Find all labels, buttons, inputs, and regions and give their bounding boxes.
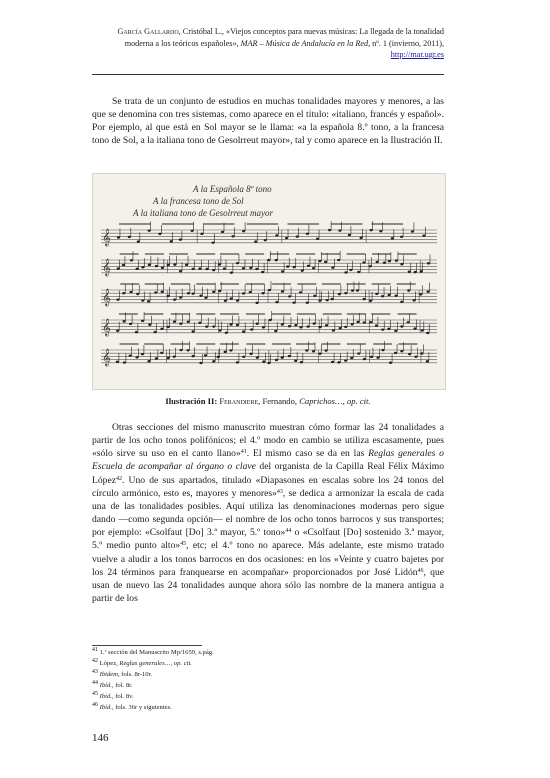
note-head — [129, 323, 132, 325]
note-head — [199, 295, 202, 297]
note-head — [376, 356, 379, 358]
note-head — [275, 234, 278, 236]
note-head — [369, 321, 372, 323]
note-head — [147, 300, 150, 302]
note-head — [191, 230, 194, 232]
note-head — [179, 238, 182, 240]
note-head — [318, 260, 321, 262]
note-head — [369, 300, 372, 302]
note-head — [318, 326, 321, 328]
note-head — [400, 263, 403, 265]
note-head — [191, 268, 194, 270]
note-head — [426, 360, 429, 362]
note-head — [224, 300, 227, 302]
footnote-ref-46[interactable]: 46 — [417, 567, 424, 574]
note-head — [306, 233, 309, 235]
note-head — [414, 356, 417, 358]
note-head — [141, 353, 144, 355]
note-head — [300, 361, 303, 363]
note-head — [221, 231, 224, 233]
note-head — [249, 267, 252, 269]
note-head — [331, 361, 334, 363]
note-head — [413, 327, 416, 329]
note-head — [136, 293, 139, 295]
note-head — [205, 325, 208, 327]
note-head — [116, 330, 119, 332]
note-head — [154, 291, 157, 293]
note-head — [123, 361, 126, 363]
note-head — [179, 323, 182, 325]
note-head — [338, 293, 341, 295]
score-title-3: A la italiana tono de Gesolrreut mayor — [133, 208, 273, 218]
note-head — [281, 323, 284, 325]
note-head — [420, 352, 423, 354]
note-head — [394, 330, 397, 332]
note-head — [408, 353, 411, 355]
note-head — [191, 330, 194, 332]
header-rule — [92, 74, 444, 75]
note-head — [296, 235, 299, 237]
note-head — [141, 299, 144, 301]
note-head — [249, 353, 252, 355]
note-head — [394, 352, 397, 354]
note-head — [135, 331, 138, 333]
note-head — [267, 362, 270, 364]
note-head — [344, 292, 347, 294]
note-head — [411, 230, 414, 232]
note-head — [179, 270, 182, 272]
note-head — [229, 323, 232, 325]
note-head — [167, 326, 170, 328]
note-head — [153, 331, 156, 333]
note-head — [256, 356, 259, 358]
note-head — [294, 324, 297, 326]
note-head — [167, 357, 170, 359]
footnote-ref-45[interactable]: 45 — [180, 541, 187, 548]
note-head — [356, 289, 359, 291]
note-head — [375, 293, 378, 295]
note-head — [357, 352, 360, 354]
note-head — [351, 323, 354, 325]
note-head — [117, 236, 120, 238]
note-head — [426, 332, 429, 334]
note-head — [293, 266, 296, 268]
note-head — [236, 324, 239, 326]
note-head — [375, 325, 378, 327]
note-head — [407, 321, 410, 323]
note-head — [351, 289, 354, 291]
note-head — [369, 265, 372, 267]
note-head — [362, 261, 365, 263]
note-head — [383, 262, 386, 264]
caption-author: Ferandiere — [219, 396, 259, 406]
note-head — [249, 291, 252, 293]
note-head — [400, 236, 403, 238]
paragraph-intro-text: Se trata de un conjunto de estudios en muchas tonalidades mayores y menores, a las que se denomina con tres sistemas, como aparece en el título: «italiano, francés y español». Por ejemplo, al que está en Sol mayor se le llama: «a la española 8.º tono, a la francesa tono de Sol, a la italiana tono de Gesolrreut mayor», tal y como aparece en la Ilustración II. — [92, 96, 444, 147]
note-head — [318, 352, 321, 354]
note-head — [275, 359, 278, 361]
header-url-link[interactable]: http://mar.ugr.es — [390, 50, 444, 59]
header-author: García Gallardo — [117, 27, 179, 36]
note-head — [325, 324, 328, 326]
note-head — [170, 240, 173, 242]
note-head — [261, 292, 264, 294]
header-issue: , nº. 1 (invierno, 2011), — [368, 38, 444, 48]
note-head — [286, 265, 289, 267]
note-head — [130, 259, 133, 261]
note-head — [122, 292, 125, 294]
page-number: 146 — [92, 732, 109, 744]
footnote-ref-42[interactable]: 42 — [115, 475, 122, 482]
note-head — [223, 267, 226, 269]
note-head — [173, 320, 176, 322]
note-head — [407, 289, 410, 291]
note-head — [306, 325, 309, 327]
note-head — [236, 299, 239, 301]
score-title-1: A la Española 8º tono — [193, 184, 272, 194]
note-head — [218, 329, 221, 331]
paragraph-main: Otras secciones del mismo manuscrito muestran cómo formar las 24 tonalidades a partir de los ocho tonos polifónicos; el 4.º modo en cambio se utiliza escasamente, pues «sólo sirve su uso en el canto llano»$^{41}$. El mismo caso se da en las Reglas generales o Escuela de acompañar al órgano o clave del organista de la Capilla Real Félix Máximo López$^{42}$. Uno de sus apartados, titulado «Diapasones en escalas sobre los 24 tonos del círculo armónico, esto es, mayores y menores»$^{43}$, se dedica a armonizar la escala de cada una de las tonalidades posibles. Aquí utiliza las denominaciones modernas pero sigue dando —como segunda opción— el nombre de los ocho tonos barrocos y sus transportes; por ejemplo: «Csolfaut [Do] 3.ª mayor, 5.º tono»$^{44}$ o «Csolfaut [Do] sostenido 3.ª mayor, 5.º medio punto alto»$^{45}$, etc; el 4.º tono no aparece. Más adelante, este mismo tratado vuelve a aludir a los tonos barrocos en dos ocasiones: en los «Veinte y cuatro bajetes por los 24 términos para franquearse en acompañar» proporcionados por José Lidón$^{46}$, que usan de nuevo las 24 tonalidades aunque ahora sólo las nombre de la manera antigua a partir de los — [92, 422, 445, 605]
note-head — [264, 239, 267, 241]
footnote-43: $^{43}$ Ibidem, fols. 8r-10r. — [92, 669, 153, 678]
treble-clef-icon: 𝄞 — [102, 258, 111, 276]
note-head — [388, 260, 391, 262]
footnote-45: $^{45}$ Ibíd., fol. 8v. — [92, 691, 134, 700]
footnote-46: $^{46}$ Ibíd., fols. 36r y siguientes. — [92, 702, 172, 711]
note-head — [292, 301, 295, 303]
note-head — [349, 269, 352, 271]
note-head — [268, 289, 271, 291]
score-image — [93, 174, 445, 389]
note-head — [254, 240, 257, 242]
note-head — [155, 357, 158, 359]
note-head — [326, 299, 329, 301]
note-head — [199, 362, 202, 364]
note-head — [179, 296, 182, 298]
note-head — [262, 360, 265, 362]
note-head — [242, 330, 245, 332]
caption-title: Caprichos…, op. cit. — [299, 396, 371, 406]
note-head — [269, 319, 272, 321]
note-head — [225, 332, 228, 334]
note-head — [288, 355, 291, 357]
note-head — [414, 271, 417, 273]
note-head — [413, 299, 416, 301]
paragraph-intro — [92, 95, 444, 148]
note-head — [212, 269, 215, 271]
note-head — [192, 355, 195, 357]
note-head — [285, 237, 288, 239]
note-head — [381, 295, 384, 297]
note-head — [275, 259, 278, 261]
note-head — [167, 295, 170, 297]
note-head — [400, 301, 403, 303]
note-head — [301, 269, 304, 271]
note-head — [332, 329, 335, 331]
note-head — [381, 349, 384, 351]
note-head — [305, 349, 308, 351]
note-head — [229, 349, 232, 351]
note-head — [379, 230, 382, 232]
note-head — [191, 292, 194, 294]
note-head — [242, 292, 245, 294]
note-head — [363, 321, 366, 323]
note-head — [306, 301, 309, 303]
note-head — [388, 294, 391, 296]
note-head — [313, 295, 316, 297]
note-head — [117, 267, 120, 269]
note-head — [338, 229, 341, 231]
note-head — [362, 298, 365, 300]
footnote-44: $^{44}$ Ibíd., fol. 8r. — [92, 680, 133, 689]
note-head — [267, 259, 270, 261]
note-head — [316, 238, 319, 240]
note-head — [160, 352, 163, 354]
note-head — [212, 360, 215, 362]
note-head — [173, 355, 176, 357]
note-head — [136, 268, 139, 270]
note-head — [408, 270, 411, 272]
note-head — [173, 263, 176, 265]
note-head — [129, 354, 132, 356]
footnote-ref-43[interactable]: 43 — [276, 488, 283, 495]
footnote-ref-44[interactable]: 44 — [285, 528, 292, 535]
note-head — [204, 354, 207, 356]
note-head — [370, 229, 373, 231]
note-head — [395, 295, 398, 297]
note-head — [348, 234, 351, 236]
footnote-ref-41[interactable]: 41 — [240, 449, 247, 456]
note-head — [255, 268, 258, 270]
note-head — [350, 357, 353, 359]
note-head — [337, 361, 340, 363]
note-head — [312, 350, 315, 352]
note-head — [218, 290, 221, 292]
note-head — [275, 301, 278, 303]
note-head — [158, 233, 161, 235]
note-head — [141, 320, 144, 322]
note-head — [242, 356, 245, 358]
note-head — [218, 263, 221, 265]
note-head — [357, 271, 360, 273]
note-head — [376, 261, 379, 263]
note-head — [212, 291, 215, 293]
note-head — [281, 290, 284, 292]
note-head — [337, 259, 340, 261]
note-head — [148, 229, 151, 231]
note-head — [217, 356, 220, 358]
note-head — [116, 361, 119, 363]
note-head — [185, 264, 188, 266]
note-head — [200, 233, 203, 235]
treble-clef-icon: 𝄞 — [102, 288, 111, 306]
note-head — [363, 358, 366, 360]
note-head — [122, 264, 125, 266]
note-head — [198, 267, 201, 269]
note-head — [356, 321, 359, 323]
header-journal: MAR – Música de Andalucía en la Red — [240, 38, 369, 48]
note-head — [344, 271, 347, 273]
note-head — [155, 265, 158, 267]
note-head — [242, 267, 245, 269]
footnote-42: $^{42}$ López, Reglas generales…, op. cit. — [92, 658, 192, 667]
note-head — [187, 292, 190, 294]
note-head — [391, 237, 394, 239]
note-head — [313, 322, 316, 324]
note-head — [212, 325, 215, 327]
note-head — [294, 360, 297, 362]
caption-label: Ilustración II: — [165, 396, 218, 406]
note-head — [420, 270, 423, 272]
running-header — [92, 26, 444, 61]
note-head — [427, 262, 430, 264]
note-head — [242, 230, 245, 232]
note-head — [262, 326, 265, 328]
music-score-illustration — [92, 173, 446, 390]
note-head — [231, 235, 234, 237]
note-head — [299, 291, 302, 293]
note-head — [256, 323, 259, 325]
treble-clef-icon: 𝄞 — [102, 228, 111, 246]
note-head — [339, 327, 342, 329]
note-head — [281, 356, 284, 358]
score-title-2: A la francesa tono de Sol — [153, 196, 244, 206]
note-head — [344, 359, 347, 361]
note-head — [224, 351, 227, 353]
header-article: , Cristóbal L., «Viejos conceptos para nuevas músicas: La llegada de la tonalidad moderna a los teóricos españoles», — [124, 27, 444, 48]
note-head — [128, 236, 131, 238]
note-head — [389, 362, 392, 364]
treble-clef-icon: 𝄞 — [102, 348, 111, 366]
note-head — [116, 298, 119, 300]
note-head — [205, 268, 208, 270]
note-head — [148, 264, 151, 266]
note-head — [211, 241, 214, 243]
note-head — [236, 262, 239, 264]
note-head — [331, 266, 334, 268]
note-head — [307, 265, 310, 267]
note-head — [288, 295, 291, 297]
note-head — [324, 349, 327, 351]
note-head — [281, 270, 284, 272]
note-head — [135, 356, 138, 358]
note-head — [148, 324, 151, 326]
figure-caption — [92, 396, 444, 407]
note-head — [230, 297, 233, 299]
note-head — [179, 349, 182, 351]
note-head — [186, 349, 189, 351]
note-head — [299, 326, 302, 328]
note-head — [230, 271, 233, 273]
note-head — [324, 261, 327, 263]
note-head — [360, 237, 363, 239]
note-head — [161, 267, 164, 269]
caption-rest: , Fernando, — [258, 396, 300, 406]
note-head — [400, 350, 403, 352]
note-head — [288, 325, 291, 327]
note-head — [255, 302, 258, 304]
note-head — [137, 240, 140, 242]
note-head — [122, 320, 125, 322]
note-head — [161, 291, 164, 293]
note-head — [261, 271, 264, 273]
note-head — [173, 298, 176, 300]
note-head — [331, 298, 334, 300]
footnote-41: $^{41}$ 1.ª sección del Manuscrito Mp/1659, s.pág. — [92, 647, 214, 656]
note-head — [387, 328, 390, 330]
treble-clef-icon: 𝄞 — [102, 318, 111, 336]
note-head — [318, 299, 321, 301]
note-head — [236, 361, 239, 363]
note-head — [395, 259, 398, 261]
footnote-rule — [92, 645, 202, 646]
note-head — [344, 326, 347, 328]
note-head — [167, 264, 170, 266]
note-head — [400, 325, 403, 327]
note-head — [421, 329, 424, 331]
note-head — [328, 229, 331, 231]
note-head — [204, 297, 207, 299]
note-head — [419, 293, 422, 295]
note-head — [198, 322, 201, 324]
note-head — [147, 360, 150, 362]
note-head — [274, 330, 277, 332]
note-head — [129, 291, 132, 293]
note-head — [160, 328, 163, 330]
note-head — [312, 267, 315, 269]
note-head — [187, 321, 190, 323]
note-head — [370, 356, 373, 358]
note-head — [427, 290, 430, 292]
note-head — [422, 235, 425, 237]
note-head — [141, 266, 144, 268]
note-head — [250, 328, 253, 330]
note-head — [381, 328, 384, 330]
